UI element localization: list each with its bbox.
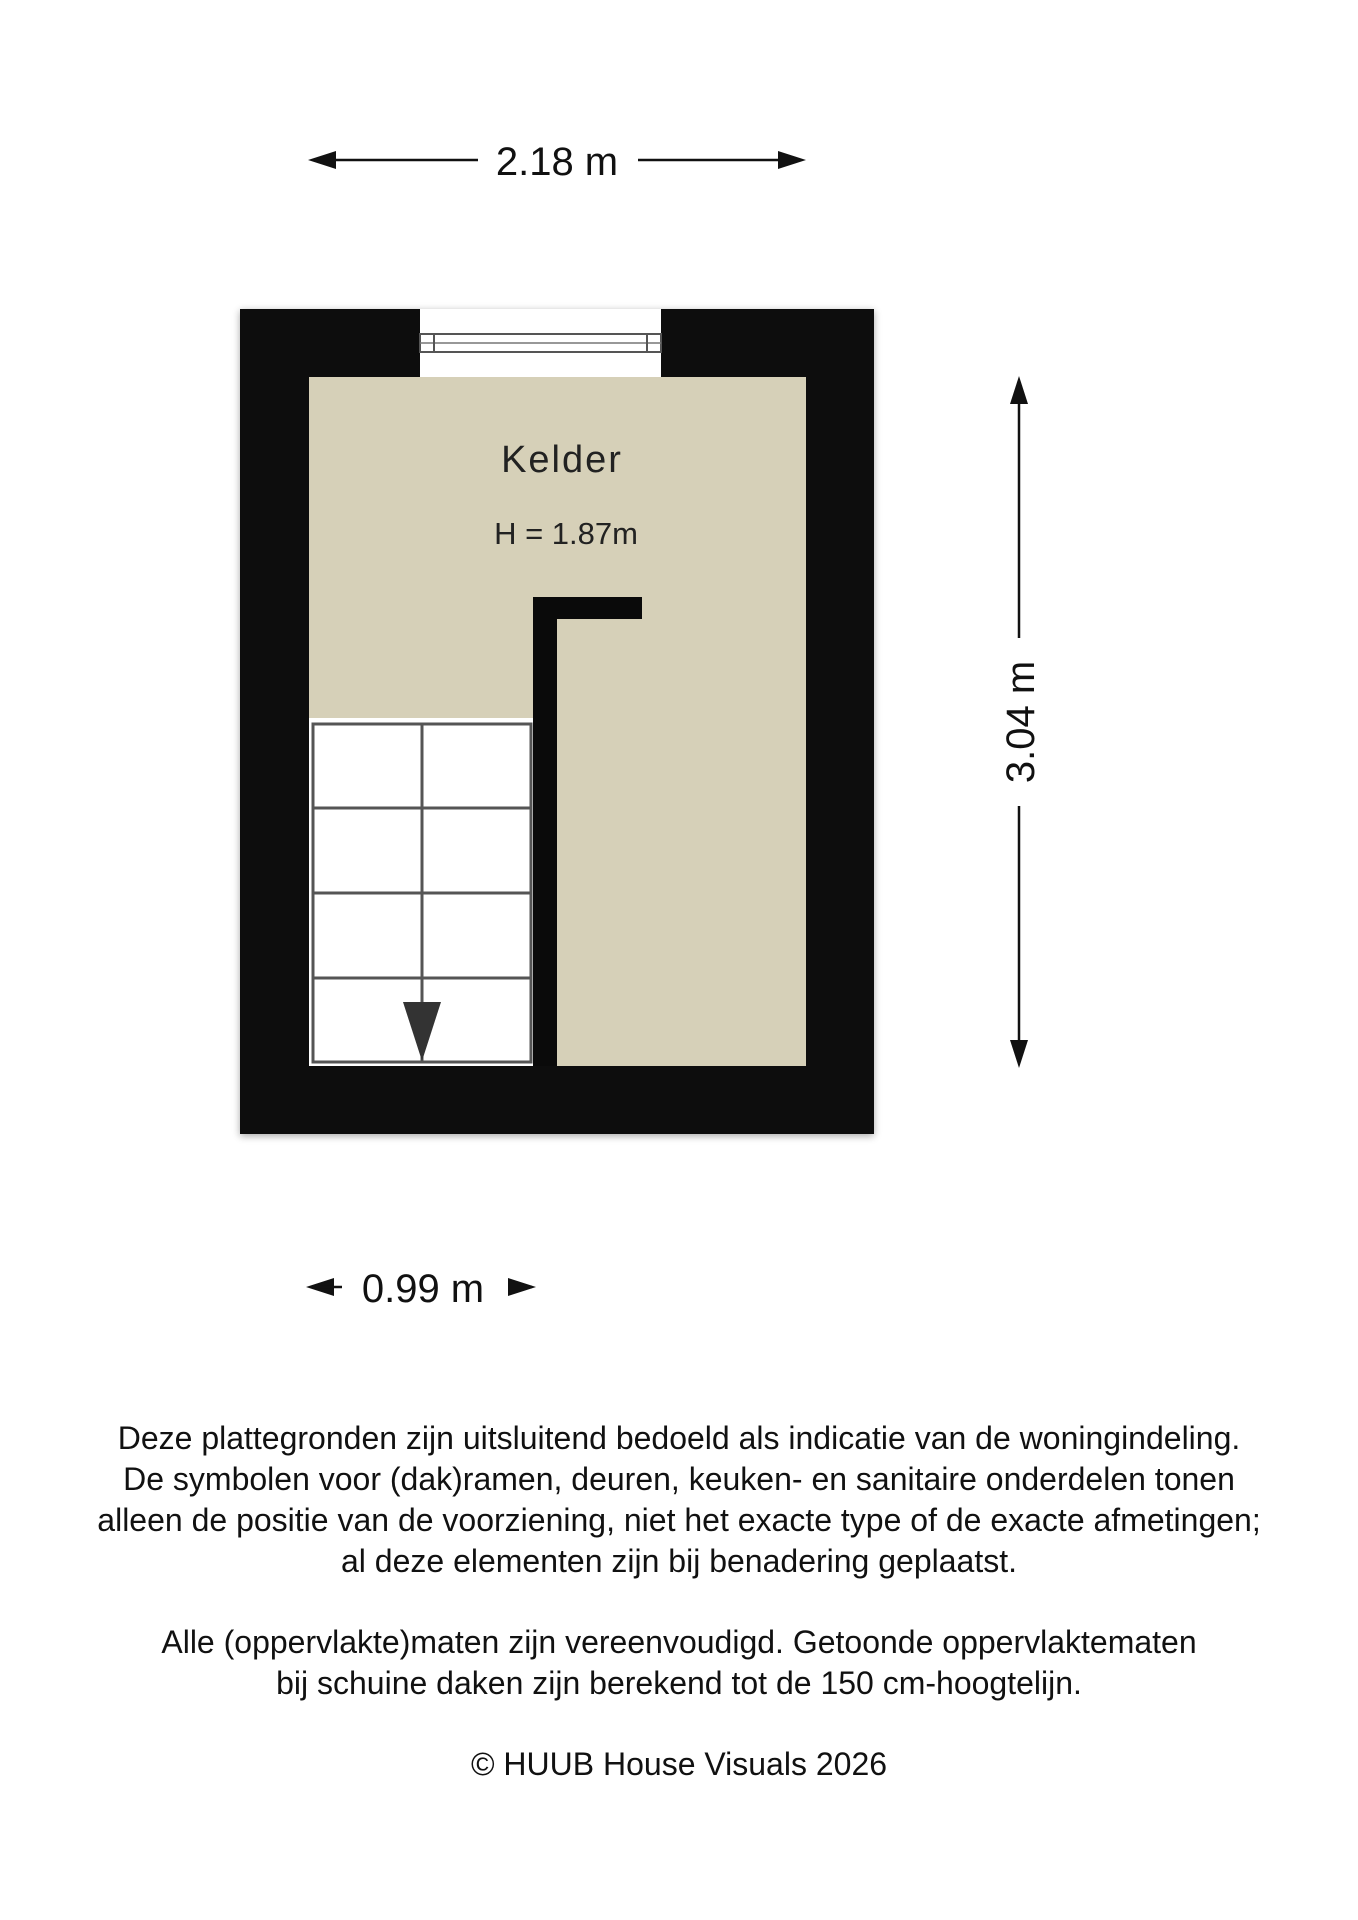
disclaimer-line: De symbolen voor (dak)ramen, deuren, keuken- en sanitaire onderdelen tonen (123, 1461, 1235, 1497)
room-height: H = 1.87m (494, 516, 638, 551)
room-name: Kelder (501, 439, 623, 481)
window (420, 309, 661, 377)
arrow-right-icon (778, 151, 806, 169)
staircase (309, 718, 533, 1066)
disclaimer-line: Deze plattegronden zijn uitsluitend bedoeld als indicatie van de woningindeling. (117, 1420, 1241, 1456)
disclaimer (0, 1418, 1358, 1825)
width-dimension-top (308, 140, 806, 184)
arrow-left-icon (308, 151, 336, 169)
arrow-down-icon (1010, 1040, 1028, 1068)
disclaimer-line: Alle (oppervlakte)maten zijn vereenvoudigd. Getoonde oppervlaktematen (161, 1624, 1197, 1660)
copyright-text: © HUUB House Visuals 2026 (470, 1746, 888, 1782)
disclaimer-line: bij schuine daken zijn berekend tot de 150 cm-hoogtelijn. (276, 1665, 1082, 1701)
copyright (0, 1744, 1358, 1785)
disclaimer-paragraph-1 (0, 1418, 1358, 1582)
arrow-up-icon (1010, 376, 1028, 404)
stair-width-label: 0.99 m (361, 1267, 485, 1311)
interior-wall-vertical (533, 597, 557, 1066)
disclaimer-line: alleen de positie van de voorziening, niet het exacte type of de exacte afmetingen; (97, 1502, 1261, 1538)
disclaimer-line: al deze elementen zijn bij benadering geplaatst. (340, 1543, 1017, 1579)
depth-dimension-label: 3.04 m (999, 660, 1043, 784)
arrow-right-icon (508, 1278, 536, 1296)
depth-dimension-right (999, 376, 1043, 1068)
interior-wall-horizontal (533, 597, 642, 619)
disclaimer-paragraph-2 (0, 1622, 1358, 1704)
stair-width-dimension (306, 1267, 536, 1311)
width-dimension-label: 2.18 m (495, 140, 619, 184)
